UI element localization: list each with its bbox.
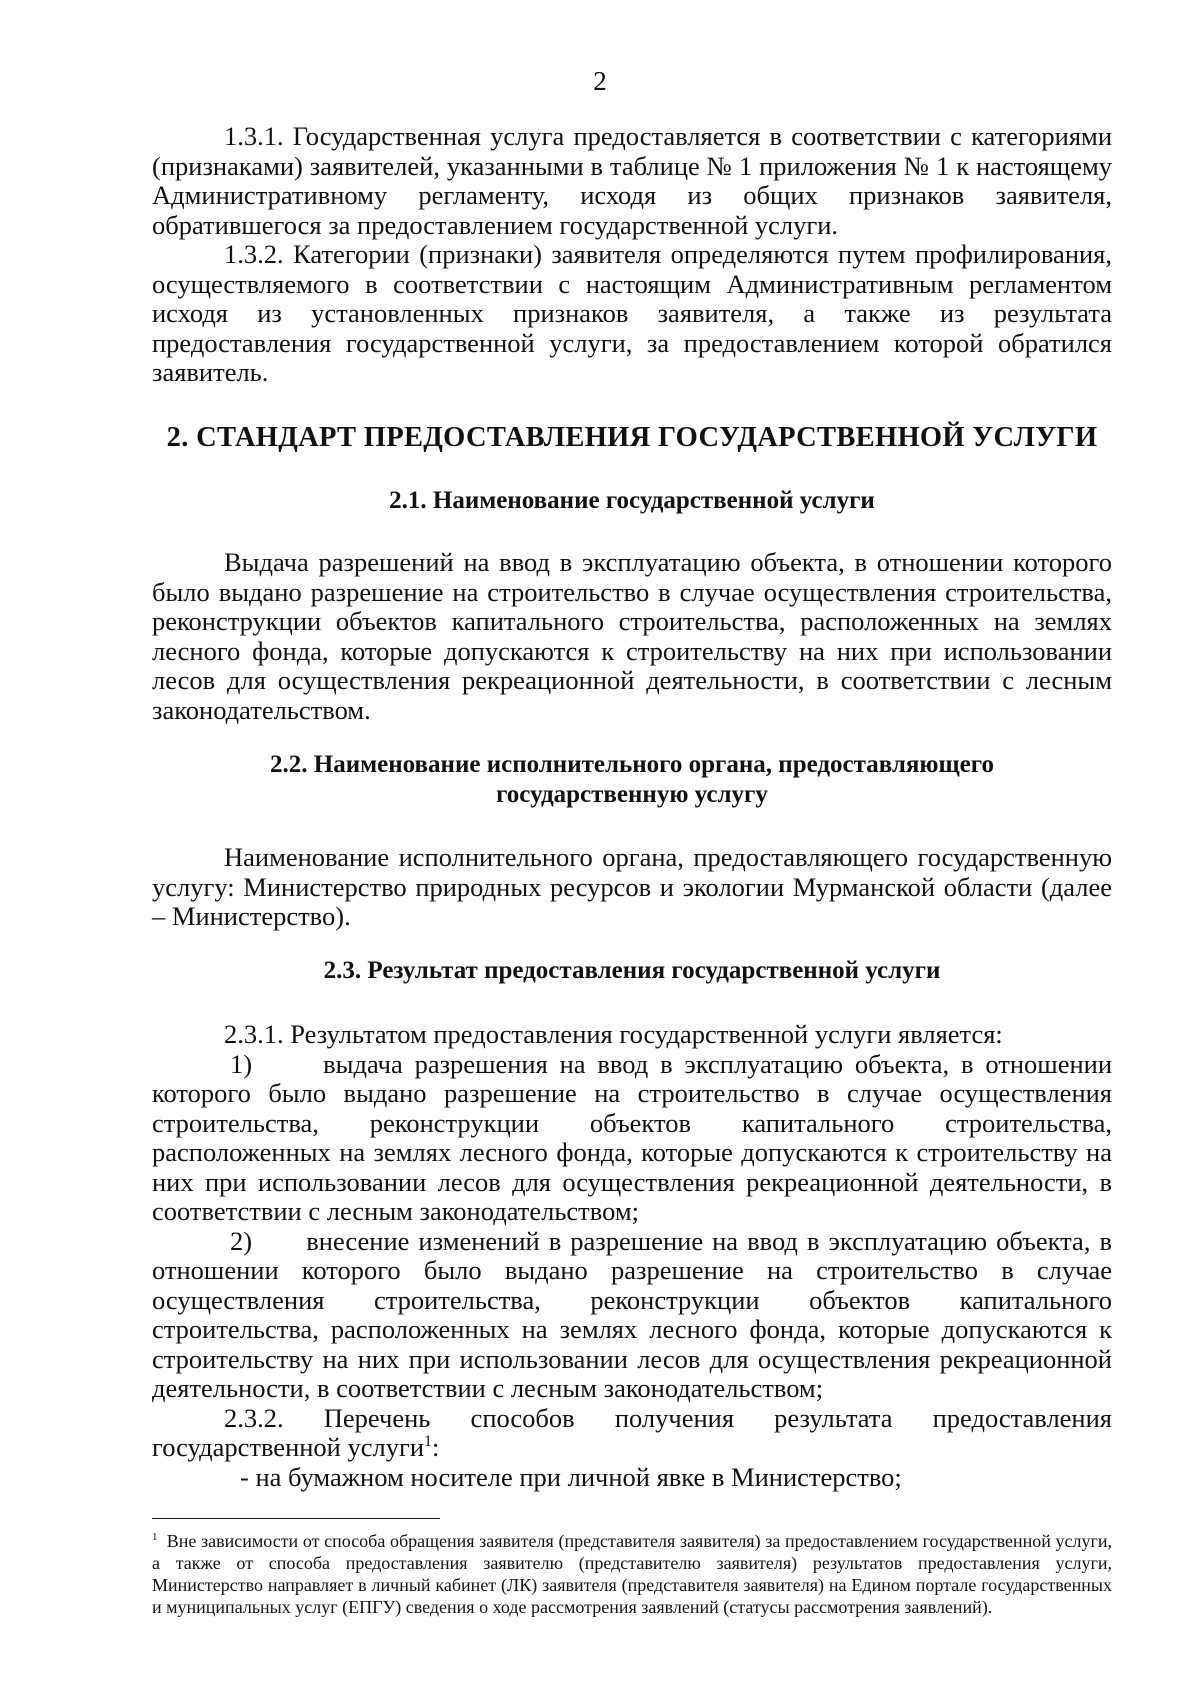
- section-1-3-body: [152, 122, 1112, 388]
- paragraph-2-3-2: [152, 1404, 1112, 1463]
- list-item-1-text: выдача разрешения на ввод в эксплуатацию объекта, в отношении которого было выдано разрешение на строительство в случае осуществления строительства, реконструкции объектов капитального строительства, расположенных на землях лесного фонда, которые допускаются к строительству на них при использовании лесов для осуществления рекреационной деятельности, в соответствии с лесным законодательством;: [152, 1048, 1113, 1226]
- dash-list-item: - на бумажном носителе при личной явке в Министерство;: [240, 1461, 902, 1492]
- paragraph-2-3-2-text: 2.3.2. Перечень способов получения результата предоставления государственной услуги: [152, 1402, 1112, 1462]
- list-item-2-text: внесение изменений в разрешение на ввод в эксплуатацию объекта, в отношении которого было выдано разрешение на строительство в случае осуществления строительства, реконструкции объектов капитального строительства, расположенных на землях лесного фонда, которые допускаются к строительству на них при использовании лесов для осуществления рекреационной деятельности, в соответствии с лесным законодательством;: [152, 1225, 1112, 1403]
- section-2-1-heading: 2.1. Наименование государственной услуги: [389, 487, 875, 514]
- list-item-1: [152, 1050, 1112, 1227]
- paragraph-1-3-1: 1.3.1. Государственная услуга предоставляется в соответствии с категориями (признаками) заявителей, указанными в таблице № 1 приложения № 1 к настоящему Административному регламенту, исходя из общих признаков заявителя, обратившегося за предоставлением государственной услуги.: [152, 121, 1112, 240]
- section-2-heading: 2. СТАНДАРТ ПРЕДОСТАВЛЕНИЯ ГОСУДАРСТВЕННОЙ УСЛУГИ: [166, 422, 1098, 453]
- footnote: [152, 1530, 1112, 1618]
- list-item-1-number: 1): [230, 1048, 253, 1079]
- paragraph-2-3-1: 2.3.1. Результатом предоставления государственной услуги является:: [224, 1019, 1003, 1049]
- footnote-divider: [152, 1518, 440, 1519]
- list-item-2-number: 2): [230, 1225, 253, 1256]
- paragraph-2-2: Наименование исполнительного органа, предоставляющего государственную услугу: Министерство природных ресурсов и экологии Мурманской области (далее – Министерство).: [152, 842, 1112, 931]
- section-2-2-body: [152, 843, 1112, 932]
- section-2-2-heading-line1: 2.2. Наименование исполнительного органа, предоставляющего: [270, 751, 994, 778]
- section-2-3-body: [152, 1020, 1112, 1492]
- section-2-2-heading-line2: государственную услугу: [496, 781, 768, 808]
- section-2-2-heading: [152, 750, 1112, 810]
- section-2-1-body: [152, 548, 1112, 725]
- footnote-marker: 1: [152, 1531, 158, 1543]
- paragraph-1-3-2: 1.3.2. Категории (признаки) заявителя определяются путем профилирования, осуществляемого в соответствии с настоящим Административным регламентом исходя из установленных признаков заявителя, а также из результата предоставления государственной услуги, за предоставлением которой обратился заявитель.: [152, 239, 1112, 387]
- paragraph-2-1: Выдача разрешений на ввод в эксплуатацию объекта, в отношении которого было выдано разрешение на строительство в случае осуществления строительства, реконструкции объектов капитального строительства, расположенных на землях лесного фонда, которые допускаются к строительству на них при использовании лесов для осуществления рекреационной деятельности, в соответствии с лесным законодательством.: [152, 547, 1112, 725]
- footnote-reference[interactable]: 1: [424, 1433, 432, 1451]
- footnote-text: Вне зависимости от способа обращения заявителя (представителя заявителя) за предоставлением государственной услуги, а также от способа предоставления заявителю (представителю заявителя) результатов предоставления услуги, Министерство направляет в личный кабинет (ЛК) заявителя (представителя заявителя) на Едином портале государственных и муниципальных услуг (ЕПГУ) сведения о ходе рассмотрения заявлений (статусы рассмотрения заявлений).: [152, 1531, 1113, 1617]
- paragraph-2-3-2-end: :: [431, 1432, 440, 1462]
- section-2-3-heading: 2.3. Результат предоставления государственной услуги: [323, 957, 941, 984]
- list-item-2: [152, 1227, 1112, 1404]
- page-number: 2: [593, 66, 607, 96]
